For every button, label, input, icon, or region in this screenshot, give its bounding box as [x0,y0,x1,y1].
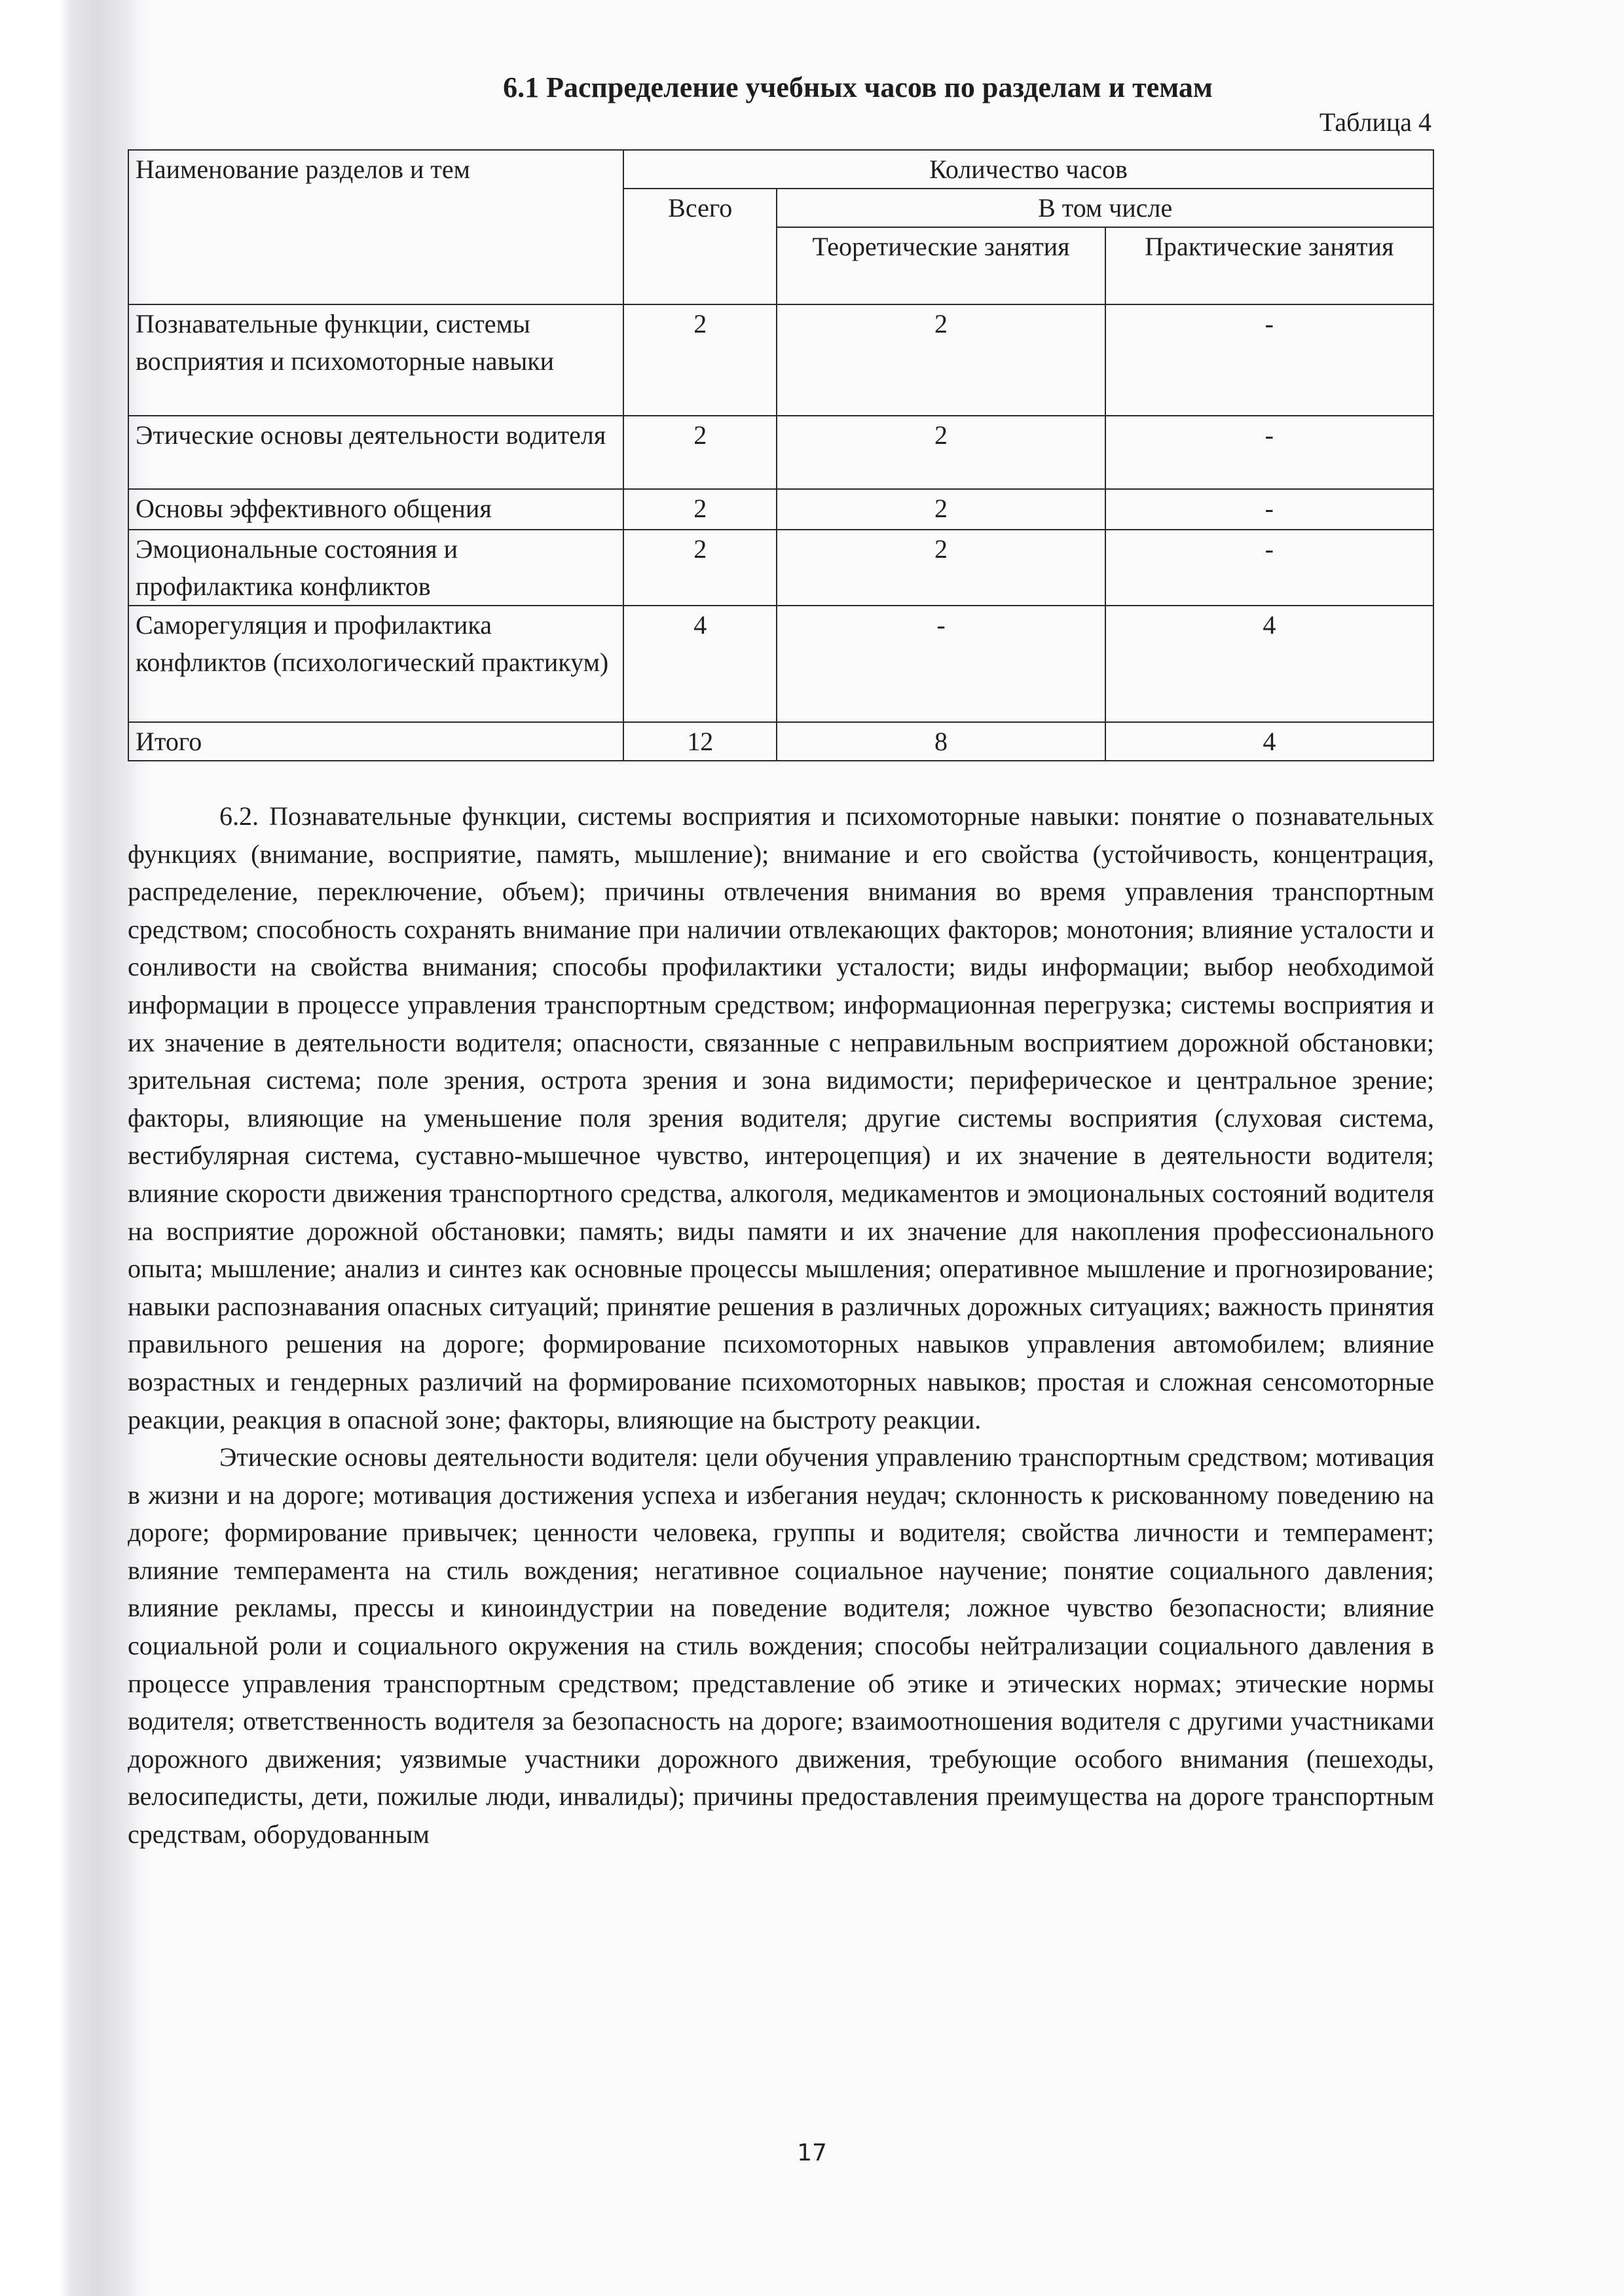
row-theory: - [777,606,1105,722]
row-practice: 4 [1105,606,1433,722]
table-total-row [128,722,1433,761]
row-theory: 2 [777,530,1105,606]
table-row [128,416,1433,489]
row-total: 2 [623,304,777,416]
row-name: Основы эффективного общения [128,489,623,530]
section-title: 6.1 Распределение учебных часов по разделам и темам [503,71,1213,103]
table-row [128,606,1433,722]
header-theory: Теоретические занятия [777,227,1105,304]
body-text [128,797,1434,1853]
row-name: Эмоциональные состояния и профилактика конфликтов [128,530,623,606]
row-name: Познавательные функции, системы восприятия и психомоторные навыки [128,304,623,416]
row-practice: 4 [1105,722,1433,761]
row-total: 12 [623,722,777,761]
header-practice: Практические занятия [1105,227,1433,304]
table-label: Таблица 4 [1319,107,1431,137]
row-total: 2 [623,530,777,606]
header-total: Всего [623,189,777,304]
row-theory: 2 [777,489,1105,530]
row-theory: 2 [777,304,1105,416]
header-including: В том числе [777,189,1433,227]
row-name: Итого [128,722,623,761]
table-row [128,489,1433,530]
table-row [128,304,1433,416]
header-name: Наименование разделов и тем [128,150,623,304]
header-hours: Количество часов [623,150,1433,189]
row-total: 2 [623,416,777,489]
row-practice: - [1105,489,1433,530]
table-header-row [128,150,1433,189]
page-number: 17 [797,2140,827,2166]
row-name: Этические основы деятельности водителя [128,416,623,489]
row-total: 2 [623,489,777,530]
row-theory: 2 [777,416,1105,489]
row-practice: - [1105,304,1433,416]
row-practice: - [1105,416,1433,489]
row-name: Саморегуляция и профилактика конфликтов (психологический практикум) [128,606,623,722]
paragraph-6-2: 6.2. Познавательные функции, системы восприятия и психомоторные навыки: понятие о познавательных функциях (внимание, восприятие, память, мышление); внимание и его свойства (устойчивость, концентрация, распределение, переключение, объем); причины отвлечения внимания во время управления транспортным средством; способность сохранять внимание при наличии отвлекающих факторов; монотония; влияние усталости и сонливости на свойства внимания; способы профилактики усталости; виды информации; выбор необходимой информации в процессе управления транспортным средством; информационная перегрузка; системы восприятия и их значение в деятельности водителя; опасности, связанные с неправильным восприятием дорожной обстановки; зрительная система; поле зрения, острота зрения и зона видимости; периферическое и центральное зрение; факторы, влияющие на уменьшение поля зрения водителя; другие системы восприятия (слуховая система, вестибулярная система, суставно-мышечное чувство, интероцепция) и их значение в деятельности водителя; влияние скорости движения транспортного средства, алкоголя, медикаментов и эмоциональных состояний водителя на восприятие дорожной обстановки; память; виды памяти и их значение для накопления профессионального опыта; мышление; анализ и синтез как основные процессы мышления; оперативное мышление и прогнозирование; навыки распознавания опасных ситуаций; принятие решения в различных дорожных ситуациях; важность принятия правильного решения на дороге; формирование психомоторных навыков управления автомобилем; влияние возрастных и гендерных различий на формирование психомоторных навыков; простая и сложная сенсомоторные реакции, реакция в опасной зоне; факторы, влияющие на быстроту реакции. [128,801,1434,1434]
hours-distribution-table [128,149,1434,761]
row-total: 4 [623,606,777,722]
paragraph-ethics: Этические основы деятельности водителя: цели обучения управлению транспортным средством; мотивация в жизни и на дороге; мотивация достижения успеха и избегания неудач; склонность к рискованному поведению на дороге; формирование привычек; ценности человека, группы и водителя; свойства личности и темперамент; влияние темперамента на стиль вождения; негативное социальное научение; понятие социального давления; влияние рекламы, прессы и киноиндустрии на поведение водителя; ложное чувство безопасности; влияние социальной роли и социального окружения на стиль вождения; способы нейтрализации социального давления в процессе управления транспортным средством; представление об этике и этических нормах; этические нормы водителя; ответственность водителя за безопасность на дороге; взаимоотношения водителя с другими участниками дорожного движения; уязвимые участники дорожного движения, требующие особого внимания (пешеходы, велосипедисты, дети, пожилые люди, инвалиды); причины предоставления преимущества на дороге транспортным средствам, оборудованным [128,1442,1434,1850]
row-theory: 8 [777,722,1105,761]
row-practice: - [1105,530,1433,606]
table-row [128,530,1433,606]
